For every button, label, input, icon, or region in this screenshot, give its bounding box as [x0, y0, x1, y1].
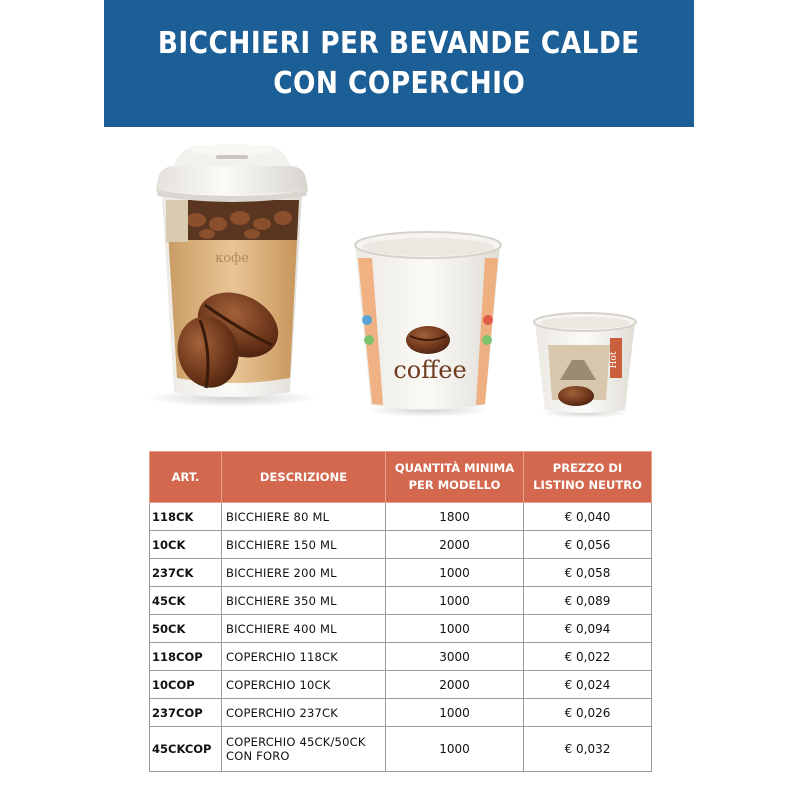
- cell-qty: 1000: [386, 559, 524, 587]
- cell-price: € 0,040: [524, 503, 652, 531]
- cell-price: € 0,058: [524, 559, 652, 587]
- table-row: [150, 643, 652, 671]
- header-qty-line2: PER MODELLO: [408, 478, 501, 492]
- cell-art: 118COP: [150, 643, 222, 671]
- table-row: [150, 531, 652, 559]
- table-row: [150, 671, 652, 699]
- header-descr: DESCRIZIONE: [222, 452, 386, 503]
- cell-art: 118CK: [150, 503, 222, 531]
- cell-qty: 3000: [386, 643, 524, 671]
- table-row: [150, 727, 652, 772]
- cell-qty: 1000: [386, 587, 524, 615]
- header-price-line1: PREZZO DI: [552, 461, 623, 475]
- cell-art: 10CK: [150, 531, 222, 559]
- cell-descr-line2: CON FORO: [226, 749, 290, 763]
- cell-descr-line1: COPERCHIO 45CK/50CK: [226, 735, 366, 749]
- cell-price: € 0,026: [524, 699, 652, 727]
- header-price-line2: LISTINO NEUTRO: [533, 478, 642, 492]
- cell-descr: BICCHIERE 350 ML: [222, 587, 386, 615]
- title-line-2: CON COPERCHIO: [272, 65, 526, 101]
- cell-descr: COPERCHIO 237CK: [222, 699, 386, 727]
- title-banner: [104, 0, 694, 127]
- cell-descr: BICCHIERE 80 ML: [222, 503, 386, 531]
- cell-qty: 1000: [386, 727, 524, 772]
- cell-qty: 2000: [386, 531, 524, 559]
- price-table: [149, 451, 652, 772]
- table-row: [150, 503, 652, 531]
- cell-price: € 0,094: [524, 615, 652, 643]
- cell-art: 10COP: [150, 671, 222, 699]
- medium-cup: [355, 232, 501, 410]
- cell-descr: COPERCHIO 118CK: [222, 643, 386, 671]
- table-row: [150, 699, 652, 727]
- cell-art: 50CK: [150, 615, 222, 643]
- large-cup-text: кофе: [215, 251, 249, 266]
- small-cup: [534, 313, 636, 413]
- cell-qty: 1000: [386, 615, 524, 643]
- large-cup: [162, 195, 302, 397]
- table-row: [150, 587, 652, 615]
- small-cup-text: Hot: [609, 351, 619, 369]
- large-cup-lid: [156, 144, 308, 202]
- header-price: [524, 452, 652, 503]
- table-header-row: [150, 452, 652, 503]
- cell-art: 237COP: [150, 699, 222, 727]
- cell-qty: 1800: [386, 503, 524, 531]
- cell-price: € 0,022: [524, 643, 652, 671]
- cell-price: € 0,024: [524, 671, 652, 699]
- cell-art: 237CK: [150, 559, 222, 587]
- cell-qty: 1000: [386, 699, 524, 727]
- cell-price: € 0,089: [524, 587, 652, 615]
- product-photo: [0, 127, 800, 447]
- cell-descr: COPERCHIO 10CK: [222, 671, 386, 699]
- header-qty: [386, 452, 524, 503]
- table-row: [150, 559, 652, 587]
- header-art: ART.: [150, 452, 222, 503]
- cell-descr: [222, 727, 386, 772]
- header-qty-line1: QUANTITÀ MINIMA: [394, 461, 515, 475]
- cell-descr: BICCHIERE 400 ML: [222, 615, 386, 643]
- cell-descr: BICCHIERE 200 ML: [222, 559, 386, 587]
- cell-art: 45CK: [150, 587, 222, 615]
- cell-qty: 2000: [386, 671, 524, 699]
- medium-cup-text: coffee: [393, 356, 467, 384]
- cell-price: € 0,056: [524, 531, 652, 559]
- title-line-1: BICCHIERI PER BEVANDE CALDE: [158, 25, 640, 61]
- cell-price: € 0,032: [524, 727, 652, 772]
- cell-descr: BICCHIERE 150 ML: [222, 531, 386, 559]
- table-row: [150, 615, 652, 643]
- cell-art: 45CKCOP: [150, 727, 222, 772]
